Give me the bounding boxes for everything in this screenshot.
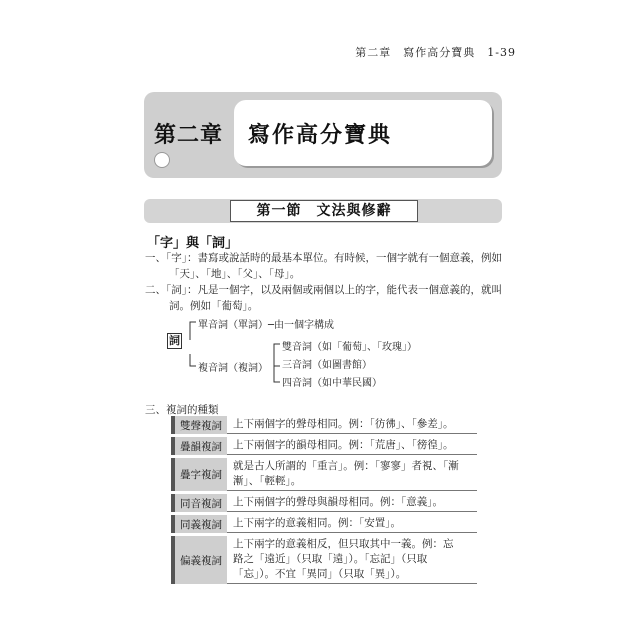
list-heading: 三、複詞的種類 bbox=[145, 404, 219, 416]
definition-line: 上下兩字的意義相同。例：「安置」。 bbox=[233, 517, 401, 529]
chapter-title-card bbox=[234, 100, 492, 166]
definition-line: 上下兩個字的聲母與韻母相同。例：「意義」。 bbox=[233, 496, 443, 508]
definition-cell bbox=[227, 494, 477, 512]
definition-cell bbox=[227, 536, 477, 584]
table-row bbox=[171, 536, 477, 584]
subheading: 「字」與「詞」 bbox=[147, 236, 239, 251]
definition-line: 「忘」）。不宜「異同」（只取「異」）。 bbox=[233, 568, 407, 580]
definition-line: 上下兩個字的聲母相同。例：「彷彿」、「參差」。 bbox=[233, 418, 454, 430]
table-row bbox=[171, 515, 477, 533]
tree-child-three: 三音詞（如圖書館） bbox=[282, 360, 372, 371]
chapter-number: 第二章 bbox=[154, 123, 224, 148]
tree-single-syllable: 單音詞（單詞）─由一個字構成 bbox=[198, 320, 335, 331]
definition-line: 上下兩個字的韻母相同。例：「荒唐」、「徬徨」。 bbox=[233, 439, 454, 451]
section-bar bbox=[144, 199, 502, 223]
definition-cell bbox=[227, 437, 477, 455]
section-title: 第一節 文法與修辭 bbox=[230, 200, 418, 222]
table-row bbox=[171, 458, 477, 491]
banner-dot-icon bbox=[154, 152, 170, 168]
tree-root-word: 詞 bbox=[169, 334, 180, 347]
definition-line: 就是古人所謂的「重言」。例：「寥寥」者視、「漸 bbox=[233, 460, 459, 472]
running-header: 第二章 寫作高分寶典 1-39 bbox=[355, 46, 516, 59]
term-cell: 偏義複詞 bbox=[171, 536, 227, 584]
term-cell: 疊字複詞 bbox=[171, 458, 227, 491]
paragraph-2-line-1: 二、「詞」：凡是一個字，以及兩個或兩個以上的字，能代表一個意義的，就叫 bbox=[145, 284, 502, 296]
term-cell: 同音複詞 bbox=[171, 494, 227, 512]
tree-child-four: 四音詞（如中華民國） bbox=[282, 378, 382, 389]
definition-cell bbox=[227, 458, 477, 491]
term-cell: 雙聲複詞 bbox=[171, 416, 227, 434]
definition-cell bbox=[227, 515, 477, 533]
tree-compound: 複音詞（複詞） bbox=[198, 363, 268, 374]
table-row bbox=[171, 494, 477, 512]
term-cell: 同義複詞 bbox=[171, 515, 227, 533]
paragraph-1-line-2: 「天」、「地」、「父」、「母」。 bbox=[169, 268, 301, 280]
paragraph-1-line-1: 一、「字」：書寫或說話時的最基本單位。有時候，一個字就有一個意義，例如 bbox=[145, 252, 502, 264]
definition-line: 路之「遠近」（只取「遠」）。「忘記」（只取 bbox=[233, 553, 428, 565]
definition-line: 上下兩字的意義相反，但只取其中一義。例：忘 bbox=[233, 538, 454, 550]
chapter-title: 寫作高分寶典 bbox=[248, 123, 393, 148]
table-row bbox=[171, 437, 477, 455]
term-cell: 疊韻複詞 bbox=[171, 437, 227, 455]
table-row bbox=[171, 416, 477, 434]
compound-types-table bbox=[171, 416, 477, 587]
chapter-banner bbox=[144, 92, 502, 178]
definition-cell bbox=[227, 416, 477, 434]
tree-child-two: 雙音詞（如「葡萄」、「玫瑰」） bbox=[282, 342, 417, 353]
paragraph-2-line-2: 詞。例如「葡萄」。 bbox=[169, 300, 259, 312]
definition-line: 漸」、「輕輕」。 bbox=[233, 475, 302, 487]
paragraph-1 bbox=[145, 250, 505, 282]
